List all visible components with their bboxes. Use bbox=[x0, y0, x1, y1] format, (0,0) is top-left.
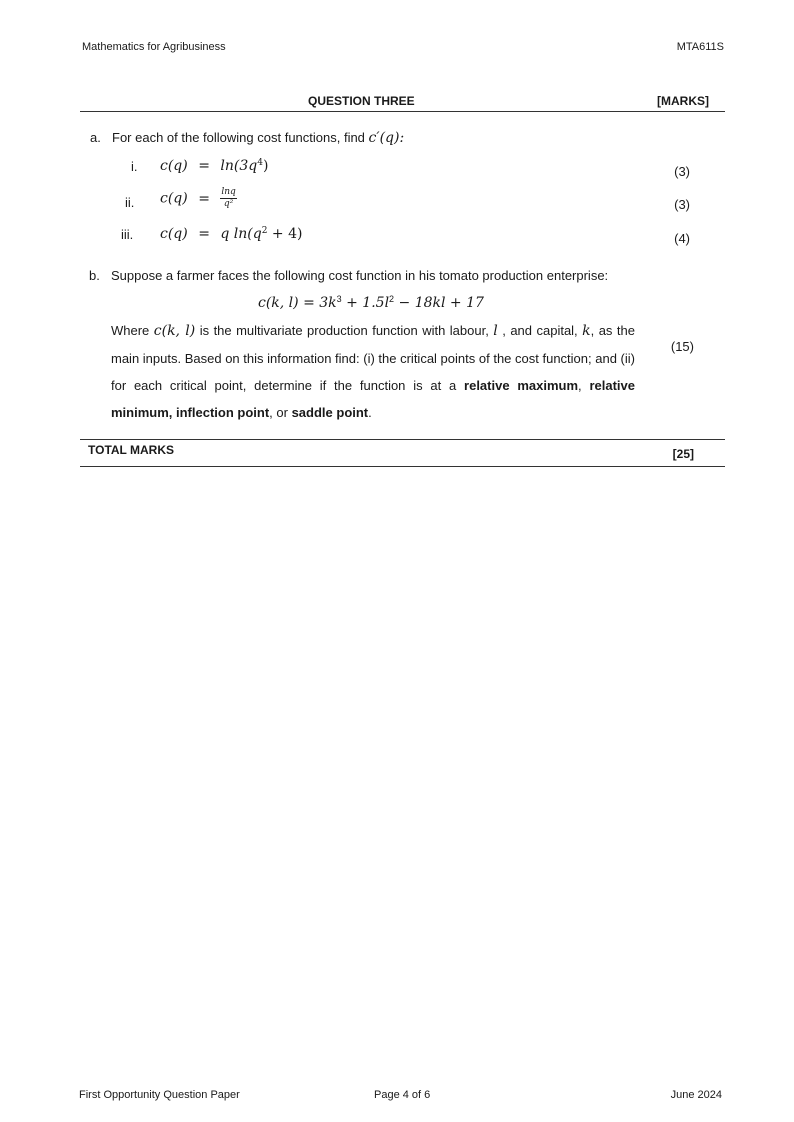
item-iii-marks: (4) bbox=[674, 231, 690, 246]
item-i-label: i. bbox=[131, 159, 138, 174]
total-marks-label: TOTAL MARKS bbox=[88, 443, 174, 457]
footer-paper-type: First Opportunity Question Paper bbox=[79, 1089, 240, 1101]
question-header bbox=[80, 94, 725, 112]
item-ii-label: ii. bbox=[125, 195, 135, 210]
part-a-label: a. bbox=[90, 130, 101, 145]
derivative-symbol: c′(q): bbox=[368, 130, 405, 146]
course-title: Mathematics for Agribusiness bbox=[82, 41, 226, 53]
footer-date: June 2024 bbox=[670, 1089, 722, 1101]
part-b-label: b. bbox=[89, 268, 100, 283]
divider-bottom bbox=[80, 466, 725, 467]
item-ii-expression: c(q) = $\frac{\ln q}{\text{q²}}$ bbox=[160, 187, 236, 209]
total-marks-value: [25] bbox=[672, 447, 694, 461]
item-ii-marks: (3) bbox=[674, 197, 690, 212]
part-b-paragraph: Where c(k, l) is the multivariate production function with labour, l , and capital, k, as the main inputs. Based on this information find: (i) the critical points of the cost function; and (ii) for each critical point, determine if the function is at a relative maximum, relative minimum, inflection point, or saddle point. bbox=[111, 323, 635, 420]
item-iii-label: iii. bbox=[121, 227, 134, 242]
item-i-marks: (3) bbox=[674, 164, 690, 179]
footer-page-number: Page 4 of 6 bbox=[374, 1089, 431, 1101]
fraction: $\frac{\ln q}{\text{q²}}$ bbox=[221, 187, 236, 209]
divider-top bbox=[80, 439, 725, 440]
item-iii-expression: c(q) = q $\ln(q^2 + 4)$ bbox=[160, 226, 303, 242]
question-title: QUESTION THREE bbox=[308, 94, 415, 108]
part-a-intro: For each of the following cost functions, find c′(q): bbox=[112, 130, 405, 146]
marks-column-header: [MARKS] bbox=[657, 94, 709, 108]
course-code: MTA611S bbox=[676, 41, 724, 53]
part-b-marks: (15) bbox=[670, 339, 694, 354]
part-b-intro: Suppose a farmer faces the following cost function in his tomato production enterprise: bbox=[111, 268, 609, 283]
cost-function-equation: c(k, $l) = 3k^3 + 1.5l^2 - 18kl + 17$ bbox=[258, 294, 484, 311]
item-i-expression: $c(q) = \ln(3q^4)$ bbox=[160, 158, 269, 174]
